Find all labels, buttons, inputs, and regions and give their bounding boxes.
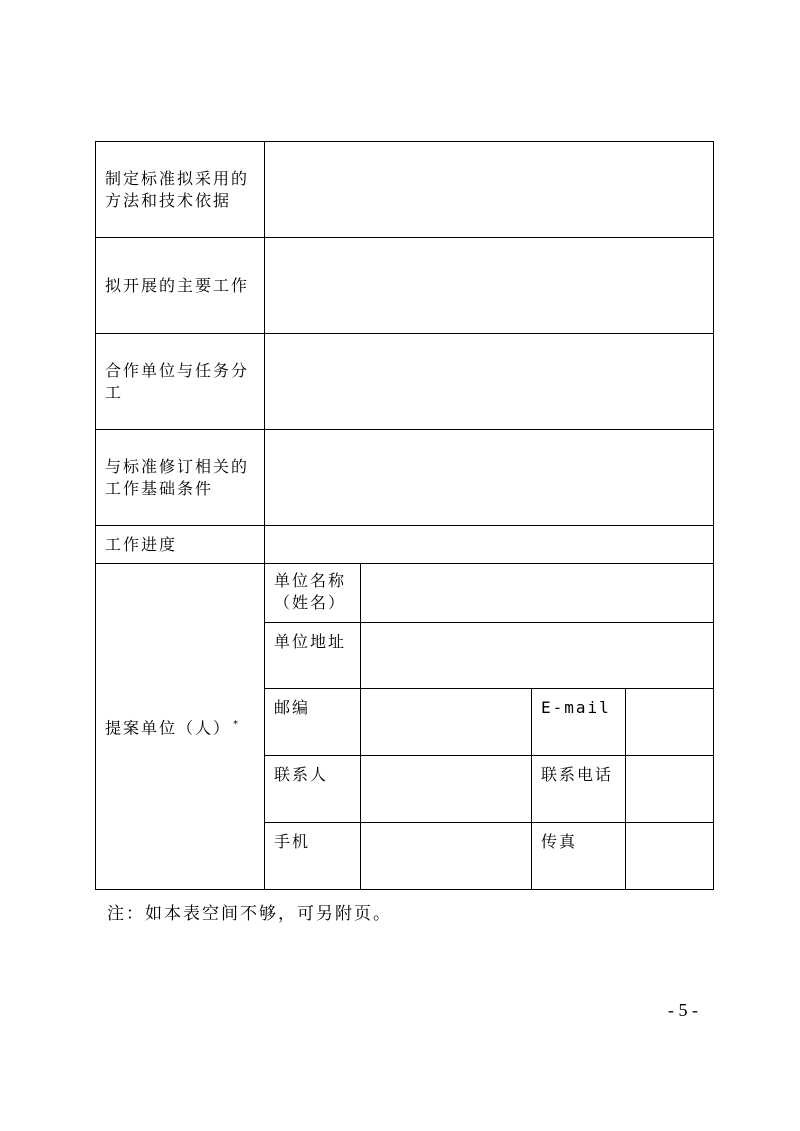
label-progress: 工作进度 (96, 526, 265, 564)
label-email: E-mail (532, 689, 626, 756)
label-mobile: 手机 (265, 823, 361, 890)
label-fax: 传真 (532, 823, 626, 890)
field-postcode[interactable] (361, 689, 532, 756)
proposal-form-table (95, 141, 714, 890)
label-contact: 联系人 (265, 756, 361, 823)
required-mark: * (233, 718, 241, 730)
label-method-basis: 制定标准拟采用的方法和技术依据 (96, 142, 265, 238)
label-phone: 联系电话 (532, 756, 626, 823)
label-main-work: 拟开展的主要工作 (96, 238, 265, 334)
label-proposer (96, 564, 265, 890)
field-phone[interactable] (626, 756, 714, 823)
field-progress[interactable] (265, 526, 714, 564)
label-cooperation: 合作单位与任务分工 (96, 334, 265, 430)
field-contact[interactable] (361, 756, 532, 823)
label-unit-name: 单位名称（姓名） (265, 564, 361, 623)
field-email[interactable] (626, 689, 714, 756)
field-unit-address[interactable] (361, 623, 714, 689)
label-unit-address: 单位地址 (265, 623, 361, 689)
label-postcode: 邮编 (265, 689, 361, 756)
field-foundation[interactable] (265, 430, 714, 526)
field-cooperation[interactable] (265, 334, 714, 430)
footnote: 注：如本表空间不够，可另附页。 (107, 904, 392, 924)
proposer-label-text: 提案单位（人） (105, 718, 232, 738)
field-method-basis[interactable] (265, 142, 714, 238)
field-unit-name[interactable] (361, 564, 714, 623)
field-mobile[interactable] (361, 823, 532, 890)
field-fax[interactable] (626, 823, 714, 890)
page-number: - 5 - (668, 1000, 698, 1020)
label-foundation: 与标准修订相关的工作基础条件 (96, 430, 265, 526)
field-main-work[interactable] (265, 238, 714, 334)
